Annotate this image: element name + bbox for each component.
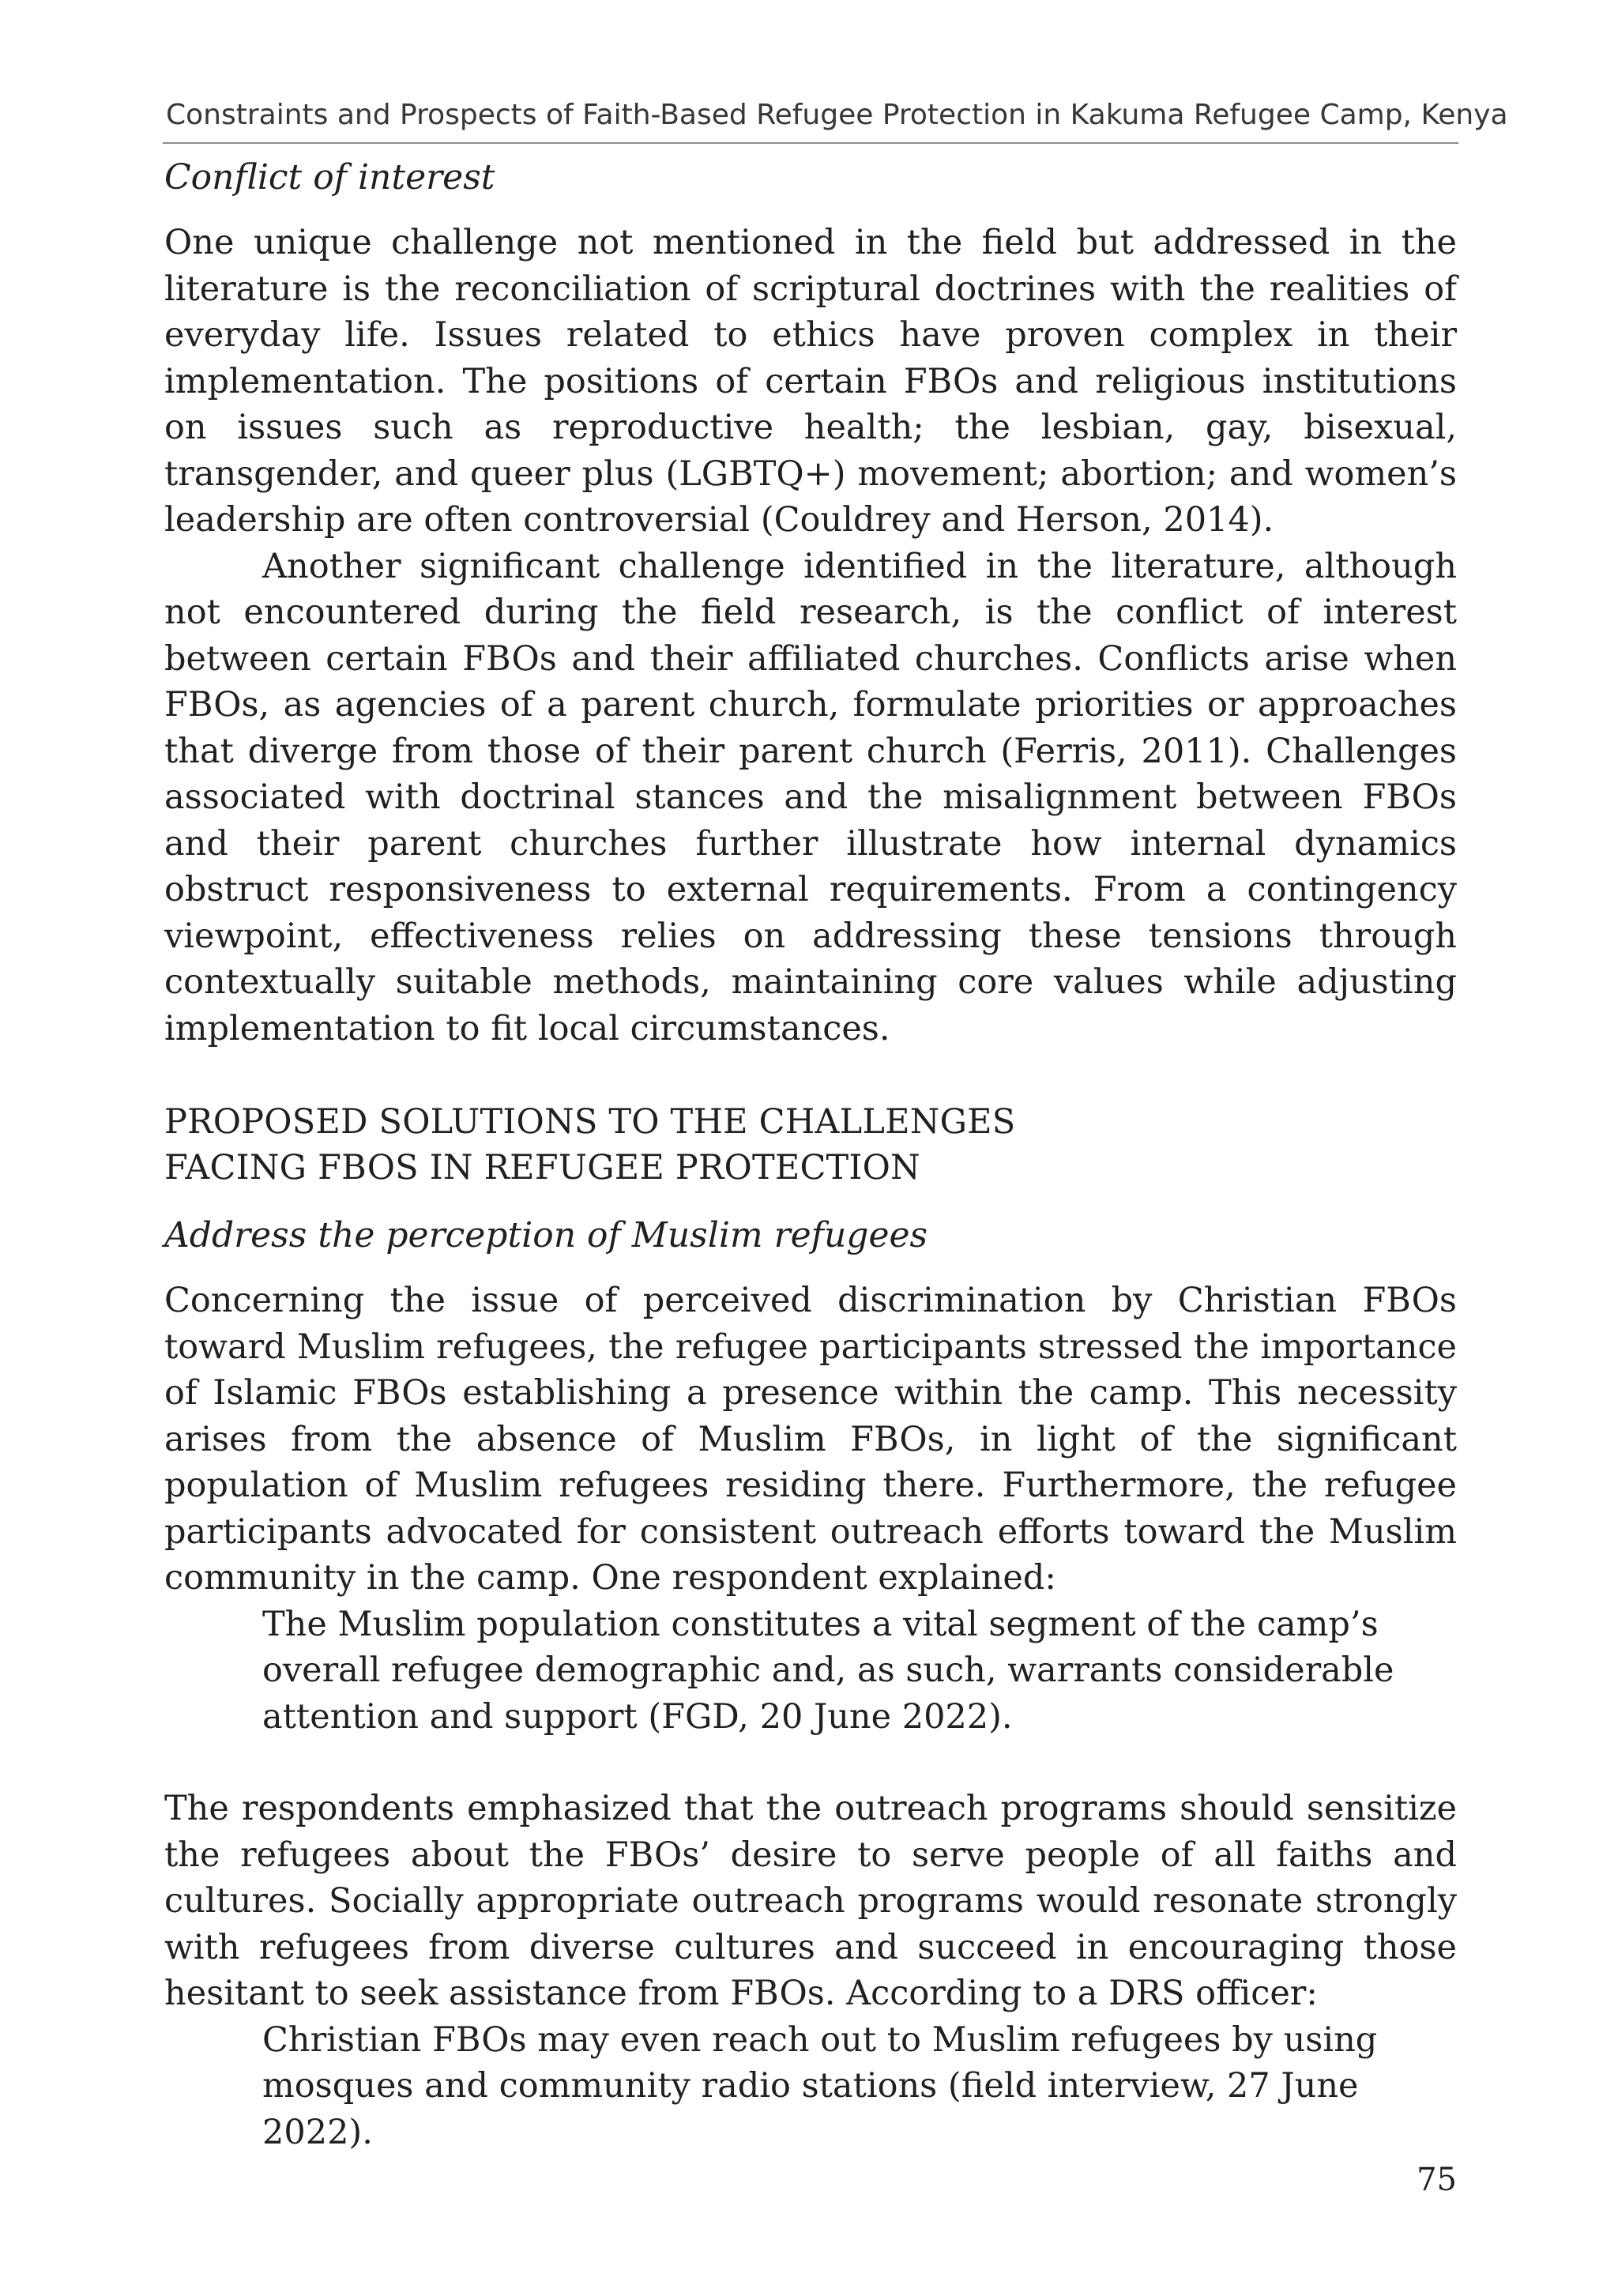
- paragraph-muslim-refugees: Concerning the issue of perceived discrimination by Christian FBOs toward Muslim refugees, the refugee participants stressed the importance of Islamic FBOs establishing a presence within the camp. This necessity arises from the absence of Muslim FBOs, in light of the significant population of Muslim refugees residing there. Furthermore, the refugee participants advocated for consistent outreach efforts toward the Muslim community in the camp. One respondent explained:: [164, 1281, 1457, 1598]
- paragraph-ethics-challenge: One unique challenge not mentioned in the field but addressed in the literature is the reconciliation of scriptural doctrines with the realities of everyday life. Issues related to ethics have proven complex in their implementation. The positions of certain FBOs and religious institutions on issues such as reproductive health; the lesbian, gay, bisexual, transgender, and queer plus (LGBTQ+) movement; abortion; and women’s leadership are often controversial (Couldrey and Herson, 2014).: [164, 223, 1457, 540]
- subheading-muslim-refugees: Address the perception of Muslim refugees: [164, 1215, 928, 1255]
- running-head: Constraints and Prospects of Faith-Based Refugee Protection in Kakuma Refugee Camp, Kenya: [166, 99, 1508, 131]
- header-rule: [163, 142, 1458, 144]
- paragraph-outreach-programs: The respondents emphasized that the outreach programs should sensitize the refugees about the FBOs’ desire to serve people of all faiths and cultures. Socially appropriate outreach programs would resonate strongly with refugees from diverse cultures and succeed in encouraging those hesitant to seek assistance from FBOs. According to a DRS officer:: [164, 1789, 1457, 2013]
- section-title: [164, 1099, 1457, 1191]
- subheading-conflict-of-interest: Conflict of interest: [164, 157, 495, 198]
- block-quote-fgd: The Muslim population constitutes a vital segment of the camp’s overall refugee demographic and, as such, warrants considerable attention and support (FGD, 20 June 2022).: [262, 1604, 1394, 1737]
- spacer: [164, 1740, 1457, 1786]
- page-body: [164, 155, 1457, 2155]
- paragraph-church-conflict: Another significant challenge identified in the literature, although not encountered during the field research, is the conflict of interest between certain FBOs and their affiliated churches. Conflicts arise when FBOs, as agencies of a parent church, formulate priorities or approaches that diverge from those of their parent church (Ferris, 2011). Challenges associated with doctrinal stances and the misalignment between FBOs and their parent churches further illustrate how internal dynamics obstruct responsiveness to external requirements. From a contingency viewpoint, effectiveness relies on addressing these tensions through contextually suitable methods, maintaining core values while adjusting implementation to fit local circumstances.: [164, 546, 1457, 1048]
- section-title-line-2: FACING FBOS IN REFUGEE PROTECTION: [164, 1148, 920, 1188]
- page-number: 75: [1417, 2162, 1457, 2198]
- section-title-line-1: PROPOSED SOLUTIONS TO THE CHALLENGES: [164, 1102, 1016, 1142]
- block-quote-drs-officer: Christian FBOs may even reach out to Muslim refugees by using mosques and community radio stations (field interview, 27 June 2022).: [262, 2019, 1378, 2152]
